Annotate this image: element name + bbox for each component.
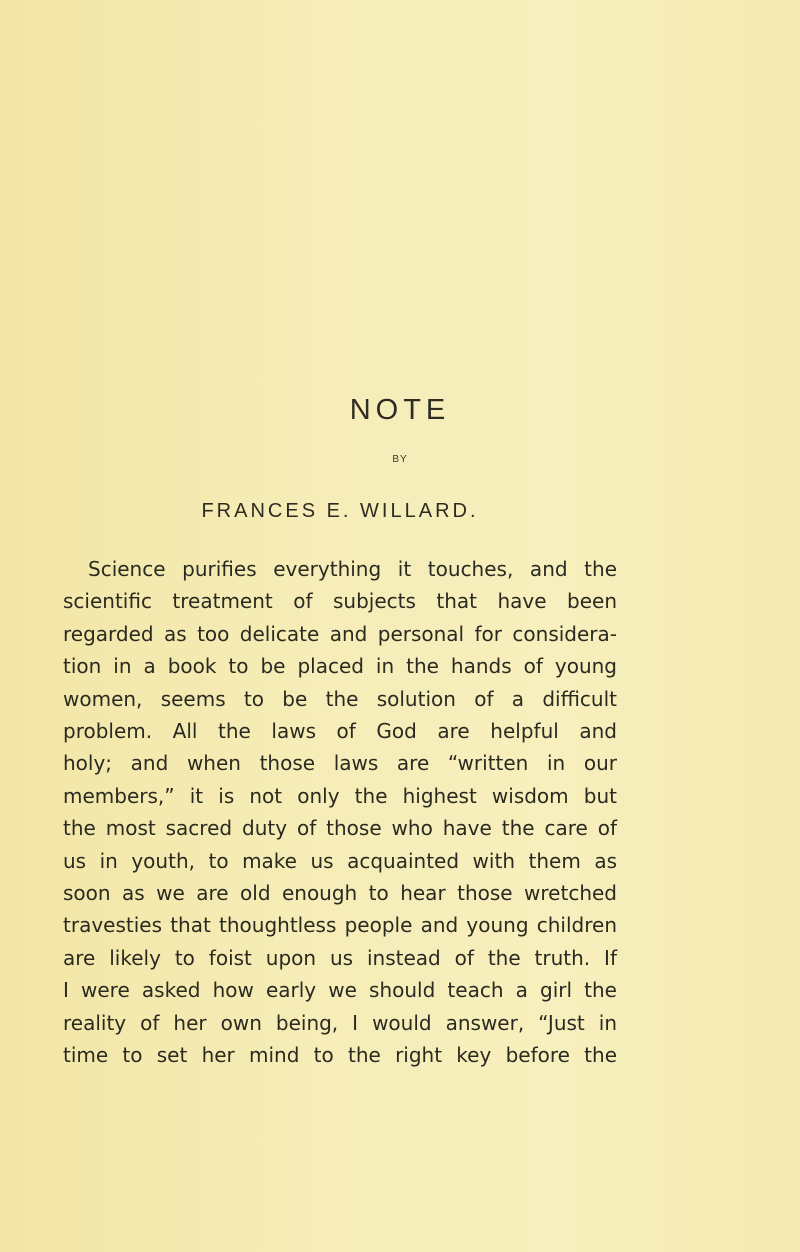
text-line: women, seems to be the solution of a difficult <box>63 686 617 711</box>
text-line: I were asked how early we should teach a girl the <box>63 978 617 1003</box>
text-line: scientific treatment of subjects that have been <box>63 589 617 614</box>
body-paragraph <box>63 553 617 1072</box>
text-line: tion in a book to be placed in the hands of young <box>63 654 617 679</box>
author-name: FRANCES E. WILLARD. <box>201 500 479 522</box>
text-line: soon as we are old enough to hear those wretched <box>63 881 617 906</box>
text-line: the most sacred duty of those who have the care of <box>63 816 617 841</box>
text-line: us in youth, to make us acquainted with them as <box>63 848 617 873</box>
text-line: holy; and when those laws are “written in our <box>63 751 617 776</box>
text-line: time to set her mind to the right key before the <box>63 1043 617 1068</box>
text-line: Science purifies everything it touches, and the <box>88 557 617 581</box>
page-heading: NOTE <box>349 394 451 426</box>
text-line: members,” it is not only the highest wisdom but <box>63 783 617 808</box>
text-line: reality of her own being, I would answer, “Just in <box>63 1010 617 1035</box>
text-line: problem. All the laws of God are helpful and <box>63 719 617 744</box>
text-line: are likely to foist upon us instead of the truth. If <box>63 945 617 970</box>
byline-label: BY <box>392 454 408 465</box>
text-line: regarded as too delicate and personal for considera- <box>63 621 617 646</box>
text-line: travesties that thoughtless people and young children <box>63 913 617 938</box>
